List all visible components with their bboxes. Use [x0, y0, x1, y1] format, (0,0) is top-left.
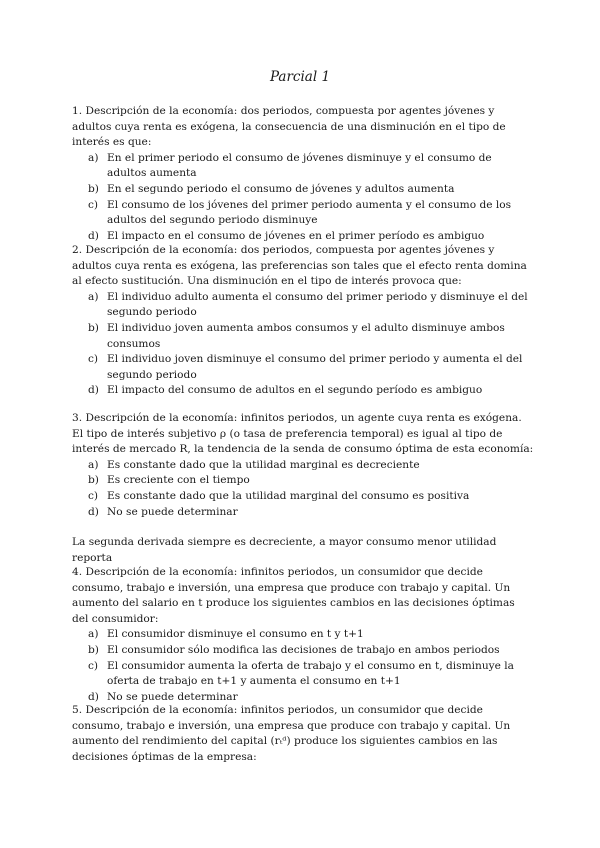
option-a — [72, 151, 534, 182]
option-letter: c) — [88, 353, 99, 366]
option-text: El impacto del consumo de adultos en el segundo período es ambiguo — [107, 384, 483, 397]
option-letter: a) — [88, 628, 99, 641]
option-text: Es constante dado que la utilidad marginal es decreciente — [107, 458, 420, 471]
option-b — [72, 643, 534, 659]
option-letter: b) — [88, 182, 99, 195]
option-text: El consumidor aumenta la oferta de trabajo y el consumo en t, disminuye la oferta de trabajo en t+1 y aumenta el consumo en t+1 — [107, 659, 514, 688]
option-text: En el primer periodo el consumo de jóvenes disminuye y el consumo de adultos aumenta — [107, 151, 492, 180]
question-stem: 5. Descripción de la economía: infinitos periodos, un consumidor que decide consumo, trabajo e inversión, una empresa que produce con trabajo y capital. Un aumento del rendimiento del capital (rₜᵈ) produce los siguientes cambios en las decisiones óptimas de la empresa: — [72, 704, 511, 763]
question-stem: 3. Descripción de la economía: infinitos periodos, un agente cuya renta es exógena. El tipo de interés subjetivo ρ (o tasa de preferencia temporal) es igual al tipo de interés de mercado R, la tendencia de la senda de consumo óptima de esta economía: — [72, 412, 534, 456]
option-text: No se puede determinar — [107, 690, 238, 703]
option-letter: c) — [88, 659, 99, 672]
option-text: Es constante dado que la utilidad marginal del consumo es positiva — [107, 489, 470, 502]
option-b — [72, 473, 534, 489]
option-text: El consumo de los jóvenes del primer periodo aumenta y el consumo de los adultos del segundo periodo disminuye — [107, 198, 512, 227]
option-text: No se puede determinar — [107, 505, 238, 518]
answer-note: La segunda derivada siempre es decreciente, a mayor consumo menor utilidad reporta — [72, 536, 497, 564]
question-4 — [72, 565, 534, 705]
option-letter: d) — [88, 690, 99, 703]
question-1 — [72, 104, 534, 244]
option-d — [72, 383, 534, 399]
option-c — [72, 352, 534, 383]
option-text: El individuo adulto aumenta el consumo del primer periodo y disminuye el del segundo periodo — [107, 290, 528, 319]
option-letter: d) — [88, 384, 99, 397]
option-c — [72, 489, 534, 505]
option-d — [72, 229, 534, 245]
option-text: El consumidor disminuye el consumo en t y t+1 — [107, 628, 364, 641]
option-letter: b) — [88, 474, 99, 487]
option-text: El individuo joven aumenta ambos consumos y el adulto disminuye ambos consumos — [107, 321, 505, 350]
option-c — [72, 659, 534, 690]
option-letter: b) — [88, 643, 99, 656]
option-list — [72, 627, 534, 705]
option-letter: d) — [88, 229, 99, 242]
question-stem: 4. Descripción de la economía: infinitos periodos, un consumidor que decide consumo, trabajo e inversión, una empresa que produce con trabajo y capital. Un aumento del salario en t produce los siguientes cambios en las decisiones óptimas del consumidor: — [72, 566, 515, 625]
option-a — [72, 627, 534, 643]
option-b — [72, 182, 534, 198]
option-letter: a) — [88, 290, 99, 303]
option-d — [72, 505, 534, 521]
option-c — [72, 198, 534, 229]
question-stem: 1. Descripción de la economía: dos periodos, compuesta por agentes jóvenes y adultos cuya renta es exógena, la consecuencia de una disminución en el tipo de interés es que: — [72, 105, 506, 149]
question-5 — [72, 703, 534, 765]
option-list — [72, 458, 534, 520]
page-title: Parcial 1 — [269, 69, 331, 85]
option-b — [72, 321, 534, 352]
option-letter: d) — [88, 505, 99, 518]
option-text: El individuo joven disminuye el consumo del primer periodo y aumenta el del segundo periodo — [107, 353, 523, 381]
option-a — [72, 458, 534, 474]
option-letter: b) — [88, 321, 99, 334]
option-a — [72, 290, 534, 321]
option-list — [72, 151, 534, 245]
option-letter: a) — [88, 458, 99, 471]
question-3 — [72, 411, 534, 520]
option-text: En el segundo periodo el consumo de jóvenes y adultos aumenta — [107, 182, 455, 195]
option-text: El impacto en el consumo de jóvenes en el primer período es ambiguo — [107, 229, 485, 242]
option-text: El consumidor sólo modifica las decisiones de trabajo en ambos periodos — [107, 643, 500, 656]
option-letter: c) — [88, 198, 99, 211]
question-2 — [72, 243, 534, 399]
option-letter: a) — [88, 151, 99, 164]
option-text: Es creciente con el tiempo — [107, 474, 250, 487]
option-letter: c) — [88, 489, 99, 502]
question-stem: 2. Descripción de la economía: dos periodos, compuesta por agentes jóvenes y adultos cuya renta es exógena, las preferencias son tales que el efecto renta domina al efecto sustitución. Una disminución en el tipo de interés provoca que: — [72, 244, 527, 288]
option-list — [72, 290, 534, 399]
